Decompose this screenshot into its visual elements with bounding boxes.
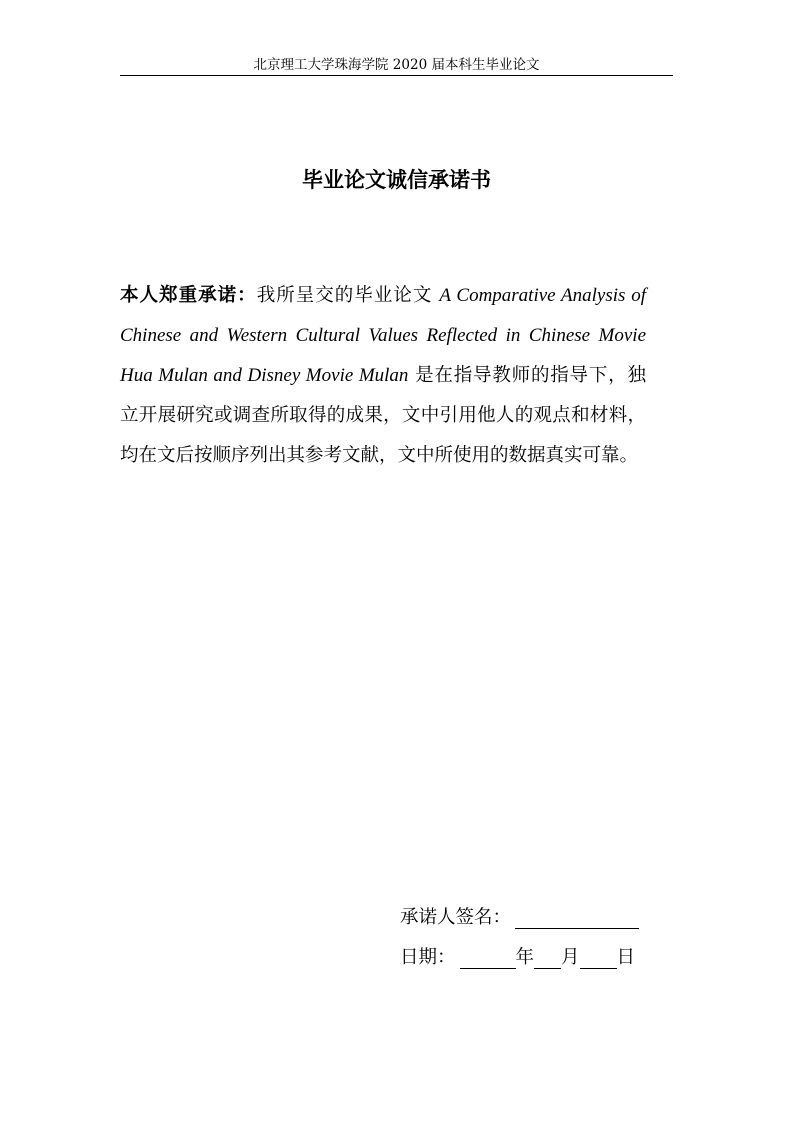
pledge-text-before: 我所呈交的毕业论文	[256, 285, 433, 306]
pledge-lead: 本人郑重承诺：	[120, 285, 257, 306]
signature-row	[400, 901, 646, 935]
header-divider	[120, 75, 673, 76]
pledge-text-after: 是在指导教师的指导下，独立开展研究或调查所取得的成果，文中引用他人的观点和材料，均在文后按顺序列出其参考文献，文中所使用的数据真实可靠。	[120, 365, 646, 466]
page-title: 毕业论文诚信承诺书	[302, 168, 491, 192]
year-blank[interactable]	[460, 942, 516, 969]
day-blank[interactable]	[580, 942, 617, 969]
month-blank[interactable]	[534, 942, 561, 969]
day-label: 日	[616, 947, 636, 968]
date-label: 日期：	[400, 947, 456, 968]
year-label: 年	[515, 947, 535, 968]
month-label: 月	[561, 947, 580, 968]
thesis-title: A Comparative Analysis of Chinese and Western Cultural Values Reflected in Chinese Movie Hua Mulan and Disney Movie Mulan	[120, 285, 646, 386]
pledge-paragraph	[120, 276, 646, 476]
running-header: 北京理工大学珠海学院 2020 届本科生毕业论文	[253, 57, 540, 73]
signer-label: 承诺人签名：	[400, 907, 512, 928]
signature-blank[interactable]	[515, 902, 639, 929]
date-row	[400, 941, 646, 975]
